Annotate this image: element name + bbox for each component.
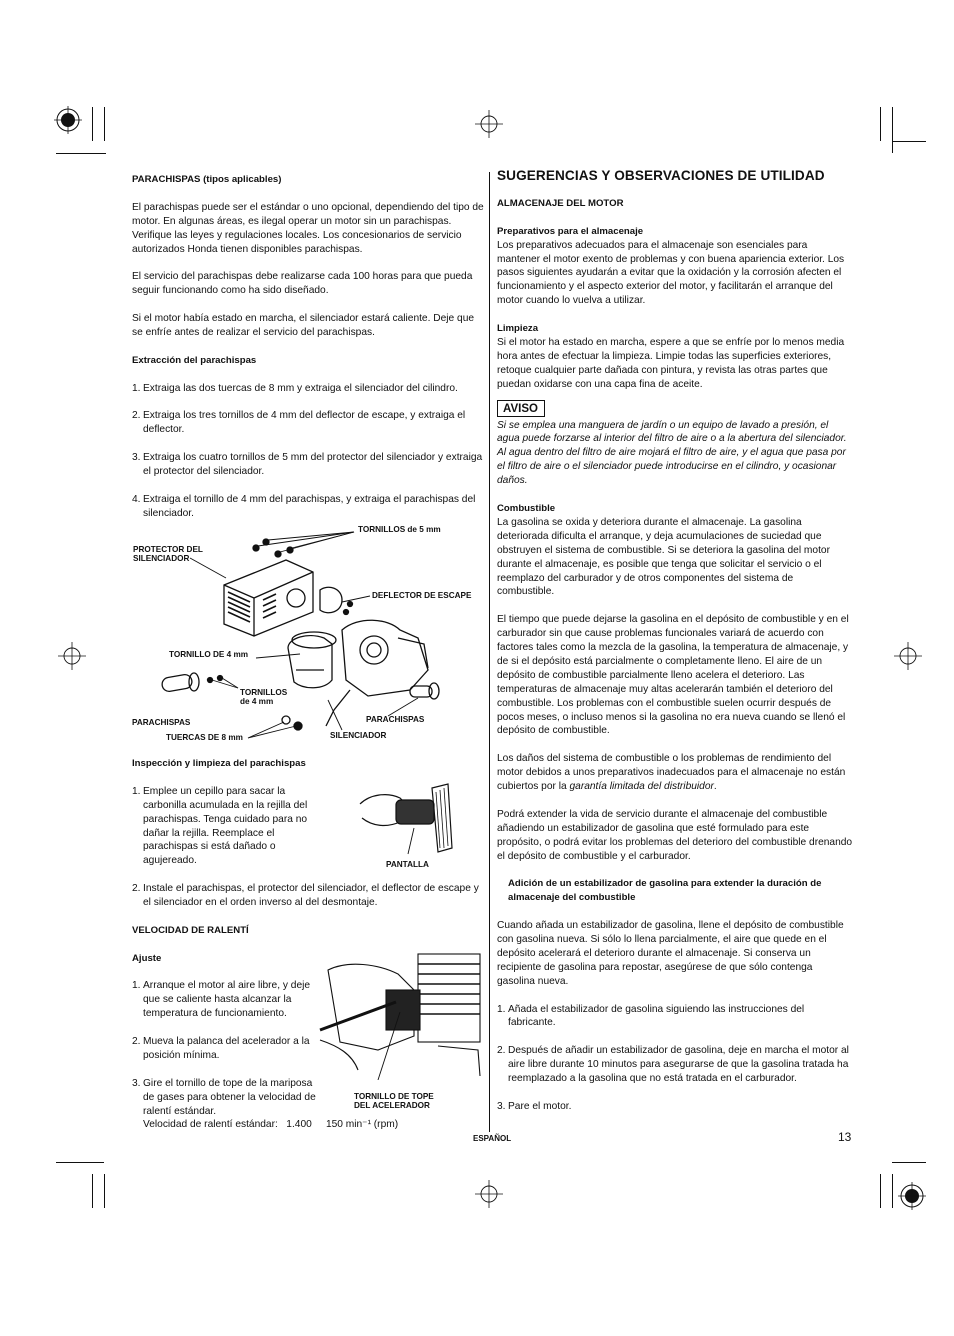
fig-label: PANTALLA (386, 860, 429, 869)
column-divider (489, 172, 490, 1132)
list-item: 2. Mueva la palanca del acelerador a la posición mínima. (132, 1036, 310, 1061)
footer-language: ESPAÑOL (473, 1134, 512, 1143)
list-item: 1. Añada el estabilizador de gasolina siguiendo las instrucciones del fabricante. (497, 1003, 805, 1029)
crosshair-icon (475, 1180, 503, 1208)
paragraph: La gasolina se oxida y deteriora durante el almacenaje. La gasolina deteriorada dificulta el arranque, y deja acumulaciones de suciedad que obstruyen el sistema de combustible. Si se deteriora la gasolina del motor durante el almacenaje, es posible que tenga que solicitar el servicio o el reemplazo del carburador y de otros componentes del sistema de combustible. (497, 516, 830, 598)
paragraph: El parachispas puede ser el estándar o uno opcional, dependiendo del tipo de motor. En algunas áreas, es ilegal operar un motor sin un parachispas. Verifique las leyes y regulaciones locales. Los concesionarios de servicio autorizados Honda tienen disponibles parachispas. (132, 201, 484, 255)
brush-icon (356, 778, 466, 873)
registration-target-icon (54, 106, 82, 134)
section-heading: PARACHISPAS (tipos aplicables) (132, 174, 282, 185)
list-item: 2. Después de añadir un estabilizador de gasolina, deje en marcha el motor al aire libre durante 10 minutos para asegurarse de que la gasolina tratada ha reemplazado a la gasolina que no está tratada en el carburador. (497, 1045, 849, 1085)
fig-label: TORNILLO DE 4 mm (169, 650, 249, 659)
paragraph: Si el motor ha estado en marcha, espere a que se enfríe por lo menos media hora antes de efectuar la limpieza. Limpie todas las superficies exteriores, retoque cualquier parte dañada con pintura, y revista las otras partes que puedan oxidarse con una capa fina de aceite. (497, 336, 845, 390)
list-item: 1. Extraiga las dos tuercas de 8 mm y extraiga el silenciador del cilindro. (132, 382, 458, 394)
left-column (132, 173, 484, 534)
subsection-heading: Ajuste (132, 952, 162, 964)
list-item: 2. Instale el parachispas, el protector del silenciador, el deflector de escape y el silenciador en el orden inverso al del desmontaje. (132, 883, 479, 909)
carburetor-icon (318, 950, 484, 1080)
subsection-heading: Combustible (497, 502, 556, 514)
list-item: 1. Emplee un cepillo para sacar la carbonilla acumulada en la rejilla del parachispas. Tenga cuidado para no dañar la rejilla. Reemplace el parachispas si está dañado o agujereado. (132, 785, 308, 867)
notice-badge: AVISO (497, 400, 545, 417)
subsection-heading: Limpieza (497, 323, 539, 335)
crosshair-icon (894, 642, 922, 670)
list-item: 2. Extraiga los tres tornillos de 4 mm del deflector de escape, y extraiga el deflector. (132, 410, 466, 436)
paragraph: Cuando añada un estabilizador de gasolina, llene el depósito de combustible con gasolina nueva. Si sólo lo llena parcialmente, el aire que quede en el depósito acelerará el deterioro durante el almacenaje. Si conserva un recipiente de gasolina para repostar, asegúrese de que sólo contenga gasolina nueva. (497, 920, 844, 987)
list-item: 3. Gire el tornillo de tope de la mariposa de gases para obtener la velocidad de ralentí estándar. (132, 1077, 316, 1117)
list-item: 4. Extraiga el tornillo de 4 mm del parachispas, y extraiga el parachispas del silenciador. (132, 493, 476, 519)
subsection-heading: Extracción del parachispas (132, 354, 257, 366)
idle-speed-spec: Velocidad de ralentí estándar: 1.400 150 min⁻¹ (rpm) (143, 1119, 399, 1131)
list-item: 3. Extraiga los cuatro tornillos de 5 mm del protector del silenciador y extraiga el protector del silenciador. (132, 452, 483, 477)
subsection-heading: Preparativos para el almacenaje (497, 225, 644, 237)
fig-label: TUERCAS DE 8 mm (166, 733, 243, 742)
page-number: 13 (838, 1130, 852, 1144)
page-title: SUGERENCIAS Y OBSERVACIONES DE UTILIDAD (497, 168, 825, 183)
section-heading: ALMACENAJE DEL MOTOR (497, 197, 624, 209)
paragraph: Si el motor había estado en marcha, el silenciador estará caliente. Deje que se enfríe antes de realizar el servicio del parachispas. (132, 313, 475, 338)
crosshair-icon (475, 110, 503, 138)
fig-label: TORNILLOS de 5 mm (358, 525, 441, 534)
throttle-screw-figure (318, 950, 484, 1112)
screen-cleaning-figure (356, 778, 466, 873)
fig-label: SILENCIADOR (330, 731, 387, 740)
registration-target-icon (898, 1182, 926, 1210)
paragraph: Los daños del sistema de combustible o los problemas de rendimiento del motor debidos a unos preparativos inadecuados para el almacenaje no están cubiertos por la garantía limitada del distribuidor. (497, 753, 846, 793)
list-item: 1. Arranque el motor al aire libre, y deje que se caliente hasta alcanzar la temperatura de funcionamiento. (132, 980, 311, 1020)
list-item: 3. Pare el motor. (497, 1100, 572, 1112)
paragraph: Podrá extender la vida de servicio durante el almacenaje del combustible añadiendo un estabilizador de gasolina que esté formulado para este propósito, o podrá evitar los problemas del deterioro del combustible drenando el depósito de combustible y el carburador. (497, 808, 853, 862)
fig-label: DEFLECTOR DE ESCAPE (372, 591, 472, 600)
subsection-heading: Inspección y limpieza del parachispas (132, 758, 306, 769)
crosshair-icon (58, 642, 86, 670)
fig-label: TORNILLOS de 4 mm (240, 688, 288, 706)
notice-text: Si se emplea una manguera de jardín o un equipo de lavado a presión, el agua puede forzarse al interior del filtro de aire o a la abertura del silenciador. Al agua dentro del filtro de aire mojará el filtro de aire, y el agua que pasa por el filtro de aire o el silenciador puede introducirse en el cilindro, y ocasionar daños. (497, 419, 847, 487)
fig-label: PARACHISPAS (132, 718, 191, 727)
paragraph: El servicio del parachispas debe realizarse cada 100 horas para que pueda seguir funcionando como ha sido diseñado. (132, 271, 473, 297)
fig-label: TORNILLO DE TOPE DEL ACELERADOR (354, 1092, 434, 1110)
right-column (497, 169, 853, 1114)
fig-label: PROTECTOR DEL SILENCIADOR (133, 545, 203, 563)
muffler-exploded-figure (128, 520, 484, 745)
fig-label: PARACHISPAS (366, 715, 425, 724)
paragraph: Los preparativos adecuados para el almacenaje son esenciales para mantener el motor exento de problemas y con buena apariencia exterior. Los pasos siguientes ayudarán a evitar que la oxidación y la corrosión afecten el funcionamiento y el aspecto exterior del motor, y facilitarán el arranque del motor cuando lo vuelva a utilizar. (497, 239, 845, 307)
subsection-heading: Adición de un estabilizador de gasolina para extender la duración de almacenaje del combustible (508, 878, 822, 904)
paragraph: El tiempo que puede dejarse la gasolina en el depósito de combustible y en el carburador sin que cause problemas funcionales variará de acuerdo con factores tales como la mezcla de la gasolina, la temperatura de almacenaje, y de si el depósito está parcialmente o completamente lleno. El aire de un depósito de combustible parcialmente lleno acelera el deterioro. Las temperaturas de almacenaje muy altas acelerarán también el deterioro del combustible. Los problemas con el combustible suelen ocurrir después de pocos meses, o incluso menos si la gasolina no era nueva cuando se llenó el depósito de combustible. (497, 614, 849, 737)
section-heading: VELOCIDAD DE RALENTÍ (132, 924, 249, 936)
